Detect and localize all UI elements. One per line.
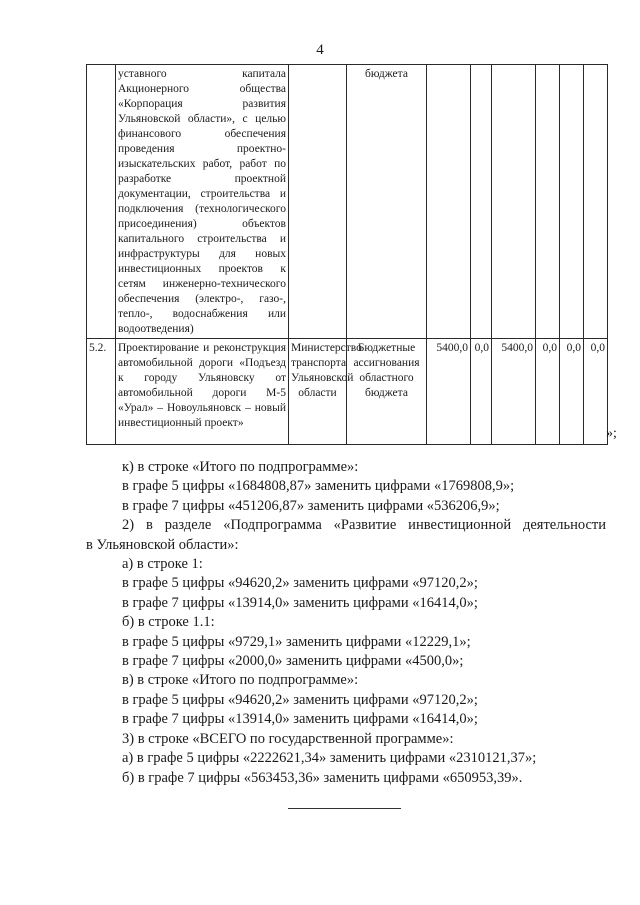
- row-value-cell: [584, 65, 608, 339]
- paragraph-line: а) в строке 1:: [122, 556, 203, 573]
- row-source-cell: Бюджетные ассигнования областного бюджета: [347, 339, 427, 445]
- row-description-cell: уставного капитала Акционерного общества «Корпорация развития Ульяновской области», с целью финансового обеспечения проведения проектно-изыскательских работ, работ по разработке проектной документации, строительства и подключения (технологического присоединения) объектов капитального строительства и инфраструктуры для новых инвестиционных проектов к сетям инженерно-технического обеспечения (электро-, газо-, тепло-, водоснабжения или водоотведения): [116, 65, 289, 339]
- paragraph-line: 2) в разделе «Подпрограмма «Развитие инвестиционной деятельности: [122, 517, 606, 534]
- row-source-cell: бюджета: [347, 65, 427, 339]
- end-separator-line: [288, 808, 401, 809]
- row-value-cell: [427, 65, 471, 339]
- row-value-cell: 0,0: [560, 339, 584, 445]
- paragraph-line: в графе 5 цифры «94620,2» заменить цифрами «97120,2»;: [122, 691, 478, 708]
- paragraph-line: в графе 7 цифры «13914,0» заменить цифрами «16414,0»;: [122, 711, 478, 728]
- paragraph-line: в) в строке «Итого по подпрограмме»:: [122, 672, 359, 689]
- table-row-continuation: [87, 65, 608, 339]
- row-number-cell: [87, 65, 116, 339]
- row-value-cell: [560, 65, 584, 339]
- budget-table: [86, 64, 608, 445]
- paragraph-line: к) в строке «Итого по подпрограмме»:: [122, 459, 359, 475]
- row-value-cell: 0,0: [584, 339, 608, 445]
- amendment-text: [86, 458, 606, 788]
- paragraph-line: б) в графе 7 цифры «563453,36» заменить цифрами «650953,39».: [122, 769, 523, 786]
- paragraph-line: в Ульяновской области»:: [86, 536, 239, 553]
- page-number: 4: [316, 42, 324, 58]
- row-value-cell: 5400,0: [492, 339, 536, 445]
- table-closing-quote: »;: [606, 426, 617, 441]
- paragraph-line: в графе 5 цифры «1684808,87» заменить цифрами «1769808,9»;: [122, 478, 515, 495]
- paragraph-line: а) в графе 5 цифры «2222621,34» заменить цифрами «2310121,37»;: [122, 750, 537, 767]
- paragraph-line: б) в строке 1.1:: [122, 614, 215, 631]
- paragraph-line: в графе 5 цифры «94620,2» заменить цифрами «97120,2»;: [122, 575, 478, 592]
- paragraph-line: в графе 5 цифры «9729,1» заменить цифрами «12229,1»;: [122, 633, 471, 650]
- paragraph-line: 3) в строке «ВСЕГО по государственной программе»:: [122, 730, 454, 747]
- row-value-cell: [492, 65, 536, 339]
- table-row-5-2: [87, 339, 608, 445]
- row-description-cell: Проектирование и реконструкция автомобильной дороги «Подъезд к городу Ульяновску от автомобильной дороги М-5 «Урал» – Новоульяновск – новый инвестиционный проект»: [116, 339, 289, 445]
- paragraph-line: в графе 7 цифры «13914,0» заменить цифрами «16414,0»;: [122, 594, 478, 611]
- paragraph-line: в графе 7 цифры «451206,87» заменить цифрами «536206,9»;: [122, 497, 500, 514]
- row-value-cell: [471, 65, 492, 339]
- row-value-cell: 5400,0: [427, 339, 471, 445]
- row-value-cell: [536, 65, 560, 339]
- row-value-cell: 0,0: [471, 339, 492, 445]
- paragraph-line: в графе 7 цифры «2000,0» заменить цифрами «4500,0»;: [122, 653, 464, 670]
- row-executor-cell: Министерство транспорта Ульяновской области: [289, 339, 347, 445]
- row-value-cell: 0,0: [536, 339, 560, 445]
- row-executor-cell: [289, 65, 347, 339]
- row-number-cell: 5.2.: [87, 339, 116, 445]
